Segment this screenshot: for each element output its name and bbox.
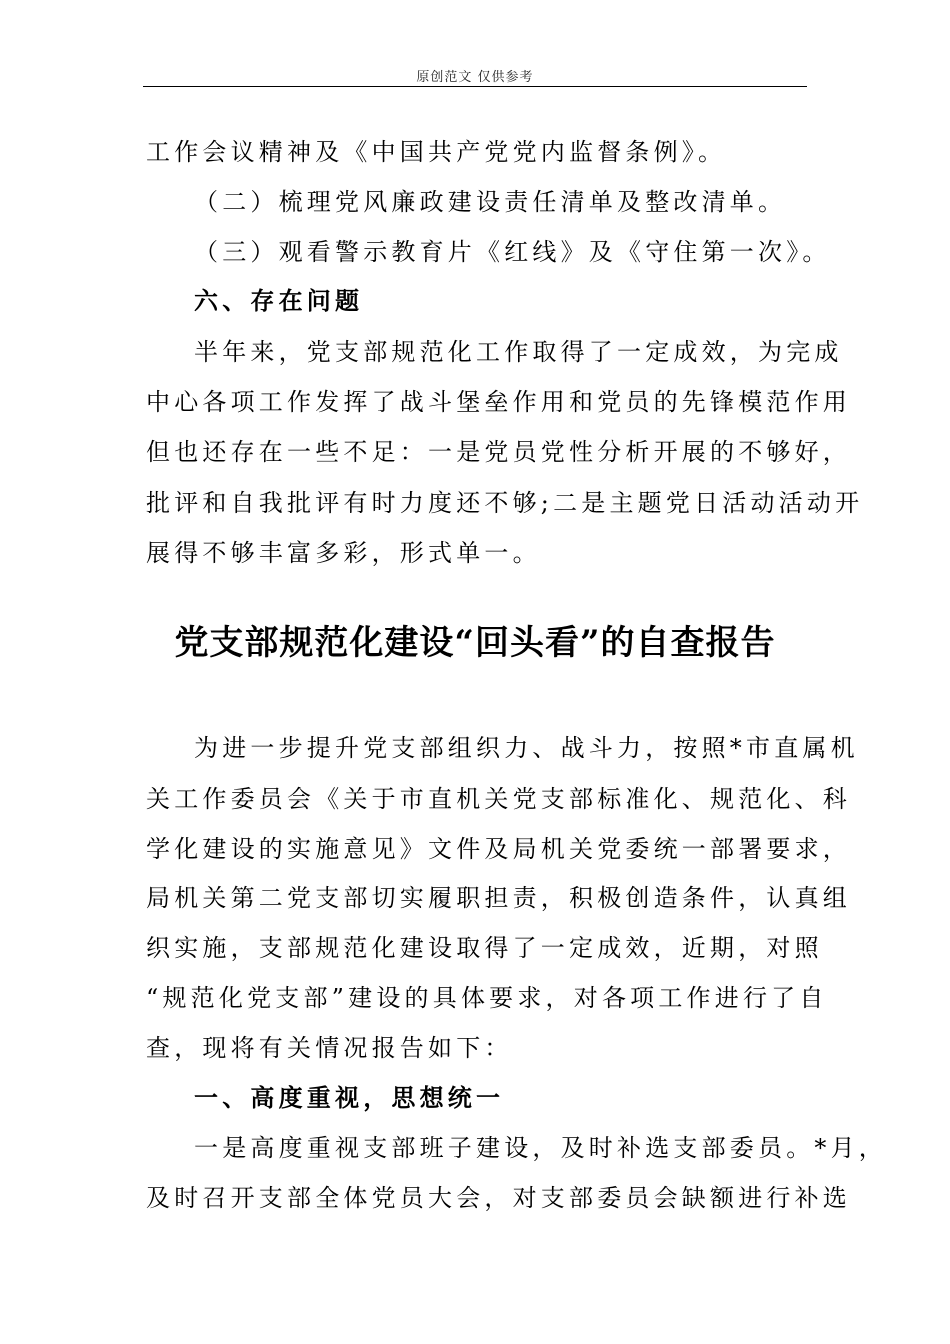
document-title: 党支部规范化建设“回头看”的自查报告	[174, 623, 776, 663]
paragraph-line: 一是高度重视支部班子建设，及时补选支部委员。*月，	[194, 1134, 887, 1162]
paragraph-line: 但也还存在一些不足：一是党员党性分析开展的不够好，	[146, 438, 851, 466]
page-header: 原创范文 仅供参考	[416, 70, 534, 85]
section-heading-1: 一、高度重视，思想统一	[194, 1083, 505, 1112]
intro-line: 织实施，支部规范化建设取得了一定成效，近期，对照	[146, 934, 823, 962]
paragraph-line: 半年来，党支部规范化工作取得了一定成效，为完成	[194, 338, 843, 366]
list-item-3: （三）观看警示教育片《红线》及《守住第一次》。	[194, 238, 831, 266]
intro-line: 关工作委员会《关于市直机关党支部标准化、规范化、科	[146, 785, 851, 813]
header-rule	[143, 86, 807, 87]
list-item-2: （二）梳理党风廉政建设责任清单及整改清单。	[194, 188, 787, 216]
paragraph-line: 展得不够丰富多彩，形式单一。	[146, 539, 541, 567]
intro-line: 查，现将有关情况报告如下：	[146, 1034, 513, 1062]
intro-line: 为进一步提升党支部组织力、战斗力，按照*市直属机	[194, 734, 859, 762]
section-heading-problems: 六、存在问题	[194, 286, 364, 315]
paragraph-line: 批评和自我批评有时力度还不够;二是主题党日活动活动开	[146, 489, 864, 517]
body-line: 工作会议精神及《中国共产党党内监督条例》。	[146, 138, 727, 166]
paragraph-line: 及时召开支部全体党员大会，对支部委员会缺额进行补选	[146, 1184, 851, 1212]
intro-line: 学化建设的实施意见》文件及局机关党委统一部署要求，	[146, 835, 851, 863]
intro-line: “规范化党支部”建设的具体要求，对各项工作进行了自	[146, 984, 828, 1012]
paragraph-line: 中心各项工作发挥了战斗堡垒作用和党员的先锋模范作用	[146, 388, 851, 416]
intro-line: 局机关第二党支部切实履职担责，积极创造条件，认真组	[146, 884, 851, 912]
